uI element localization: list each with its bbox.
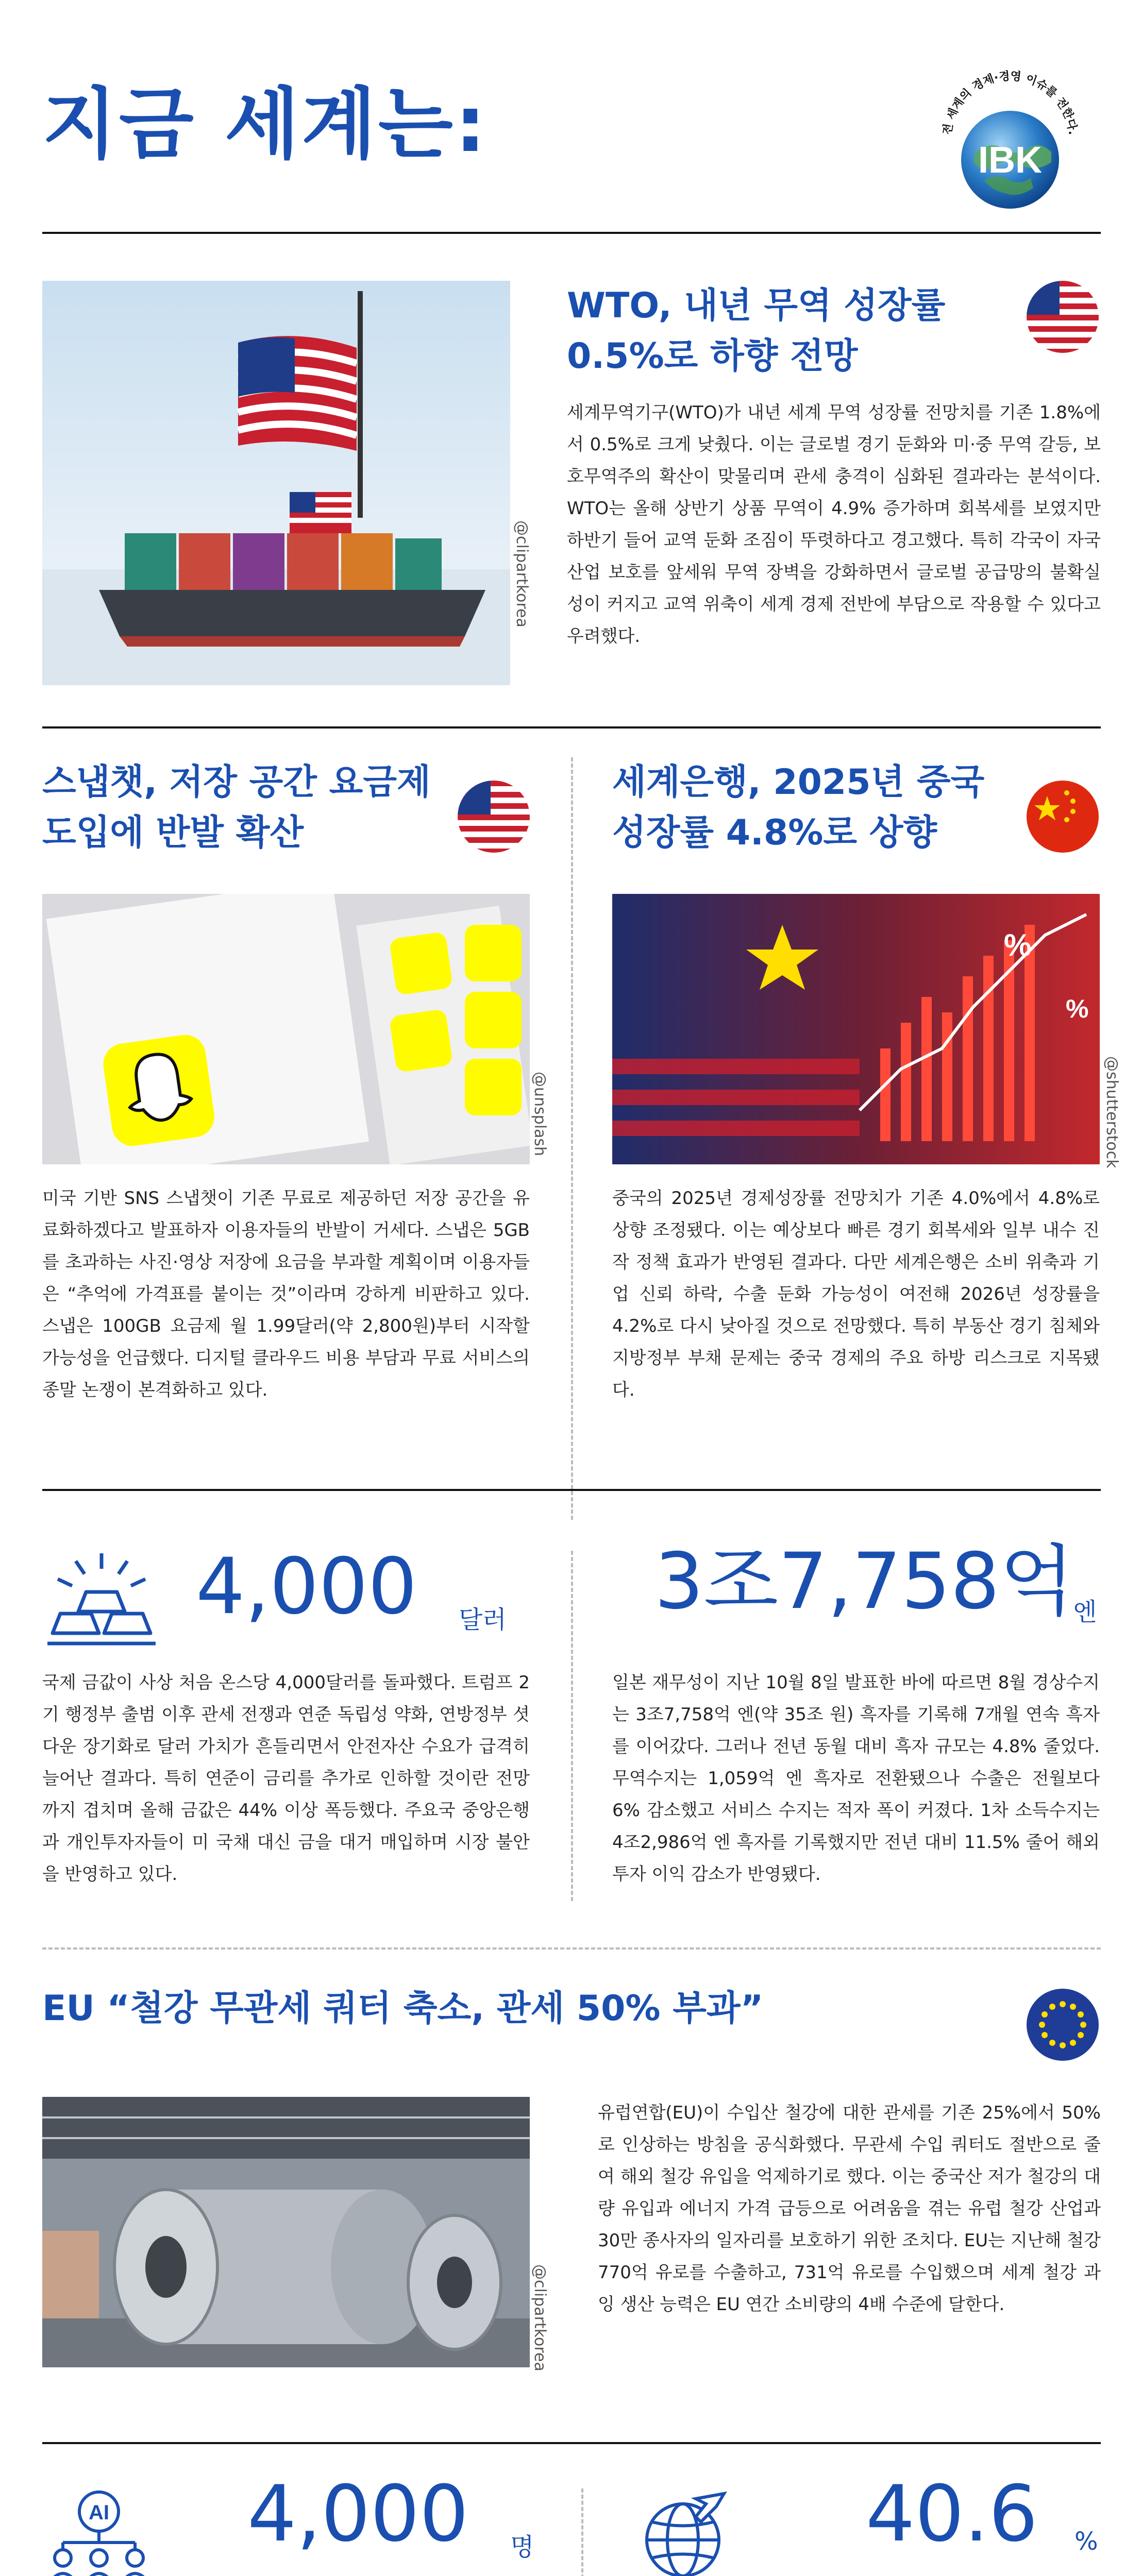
china-flag-icon	[1027, 781, 1099, 853]
salesforce-number: 4,000	[247, 2469, 469, 2559]
cargo-ship-photo	[42, 281, 510, 685]
gold-bars-icon	[42, 1551, 161, 1649]
column-divider	[571, 757, 573, 1520]
column-divider	[581, 2488, 583, 2576]
korea-china-unit: %	[1074, 2527, 1098, 2556]
steel-coils-photo	[42, 2097, 530, 2367]
eu-headline: EU “철강 무관세 쿼터 축소, 관세 50% 부과”	[42, 1988, 764, 2029]
ai-people-icon	[42, 2488, 156, 2576]
wto-headline: WTO, 내년 무역 성장률 0.5%로 하향 전망	[567, 285, 946, 377]
divider	[42, 2442, 1101, 2444]
column-divider	[571, 1551, 573, 1901]
dashed-divider	[42, 1947, 1101, 1950]
japan-number: 3조7,758억	[654, 1537, 1074, 1626]
logo-ring-text: 전 세계의 경제·경영 이슈를 전한다.	[941, 70, 1079, 136]
divider	[42, 232, 1101, 234]
gold-unit: 달러	[459, 1605, 507, 1634]
wto-body: 세계무역기구(WTO)가 내년 세계 무역 성장률 전망치를 기존 1.8%에서 0.5%로 크게 낮췄다. 이는 글로벌 경기 둔화와 미·중 무역 갈등, 보호무역주의 확산이 맞물리며 관세 충격이 심화된 결과라는 분석이다. WTO는 올해 상반기 상품 무역이 4.9% 증가하며 회복세를 보였지만 하반기 들어 교역 둔화 조짐이 뚜렷하다고 경고했다. 특히 각국이 자국 산업 보호를 앞세워 무역 장벽을 강화하면서 글로벌 공급망의 불확실성이 커지고 교역 위축이 세계 경제 전반에 부담으로 작용할 수 있다고 우려했다.	[567, 402, 1101, 647]
us-flag-icon	[458, 781, 530, 853]
snapchat-headline: 스냅챗, 저장 공간 요금제 도입에 반발 확산	[42, 762, 431, 853]
photo-credit: @shutterstock	[1103, 1056, 1121, 1168]
ibk-logo	[922, 52, 1098, 227]
snapchat-app-photo	[42, 894, 530, 1164]
japan-body: 일본 재무성이 지난 10월 8일 발표한 바에 따르면 8월 경상수지는 3조7,758억 엔(약 35조 원) 흑자를 기록해 7개월 연속 흑자를 이어갔다. 그러나 전년 동월 대비 흑자 규모는 4.8% 줄었다. 무역수지는 1,059억 엔 흑자로 전환됐으나 수출은 전월보다 6% 감소했고 서비스 수지는 적자 폭이 커졌다. 1차 소득수지는 4조2,986억 엔 흑자를 기록했지만 전년 대비 11.5% 줄어 해외 투자 이익 감소가 반영됐다.	[612, 1672, 1100, 1885]
divider	[42, 1489, 1101, 1491]
gold-number: 4,000	[196, 1542, 417, 1632]
photo-credit: @clipartkorea	[513, 520, 531, 628]
japan-unit: 엔	[1073, 1598, 1097, 1626]
page-title: 지금 세계는:	[42, 80, 488, 170]
gold-body: 국제 금값이 사상 처음 온스당 4,000달러를 돌파했다. 트럼프 2기 행정부 출범 이후 관세 전쟁과 연준 독립성 약화, 연방정부 셧다운 장기화로 달러 가치가 흔들리면서 안전자산 수요가 급격히 늘어난 결과다. 특히 연준이 금리를 추가로 인하할 것이란 전망까지 겹치며 올해 금값은 44% 이상 폭등했다. 주요국 중앙은행과 개인투자자들이 미 국채 대신 금을 대거 매입하며 시장 불안을 반영하고 있다.	[42, 1672, 530, 1885]
logo-text: IBK	[978, 140, 1042, 181]
eu-body: 유럽연합(EU)이 수입산 철강에 대한 관세를 기존 25%에서 50%로 인상하는 방침을 공식화했다. 무관세 수입 쿼터도 절반으로 줄여 해외 철강 유입을 억제하기로 했다. 이는 중국산 저가 철강의 대량 유입과 에너지 가격 급등으로 어려움을 겪는 유럽 철강 산업과 30만 종사자의 일자리를 보호하기 위한 조치다. EU는 지난해 철강 770억 유로를 수출하고, 731억 유로를 수입했으며 세계 철강 과잉 생산 능력은 EU 연간 소비량의 4배 수준에 달한다.	[598, 2103, 1101, 2315]
korea-china-number: 40.6	[866, 2469, 1038, 2559]
snapchat-body: 미국 기반 SNS 스냅챗이 기존 무료로 제공하던 저장 공간을 유료화하겠다고 발표하자 이용자들의 반발이 거세다. 스냅은 5GB를 초과하는 사진·영상 저장에 요금을 부과할 계획이며 이용자들은 “추억에 가격표를 붙이는 것”이라며 강하게 비판하고 있다. 스냅은 100GB 요금제 월 1.99달러(약 2,800원)부터 시작할 가능성을 언급했다. 디지털 클라우드 비용 부담과 무료 서비스의 종말 논쟁이 본격화하고 있다.	[42, 1188, 530, 1400]
airplane-globe-icon	[634, 2488, 737, 2576]
divider	[42, 726, 1101, 728]
svg-text:AI: AI	[89, 2501, 109, 2524]
svg-text:%: %	[1004, 928, 1032, 962]
worldbank-body: 중국의 2025년 경제성장률 전망치가 기존 4.0%에서 4.8%로 상향 조정됐다. 이는 예상보다 빠른 경기 회복세와 일부 내수 진작 정책 효과가 반영된 결과다. 다만 세계은행은 소비 위축과 기업 신뢰 하락, 수출 둔화 가능성이 여전해 2026년 성장률을 4.2%로 다시 낮아질 것으로 전망했다. 특히 부동산 경기 침체와 지방정부 부채 문제는 중국 경제의 주요 하방 리스크로 지목됐다.	[612, 1188, 1100, 1400]
worldbank-headline: 세계은행, 2025년 중국 성장률 4.8%로 상향	[612, 762, 985, 853]
photo-credit: @clipartkorea	[531, 2264, 549, 2371]
us-flag-icon	[1027, 281, 1099, 353]
eu-flag-icon	[1027, 1989, 1099, 2061]
svg-text:%: %	[1066, 994, 1089, 1023]
photo-credit: @unsplash	[531, 1072, 549, 1157]
salesforce-unit: 명	[510, 2533, 534, 2562]
us-china-market-photo	[612, 894, 1100, 1164]
